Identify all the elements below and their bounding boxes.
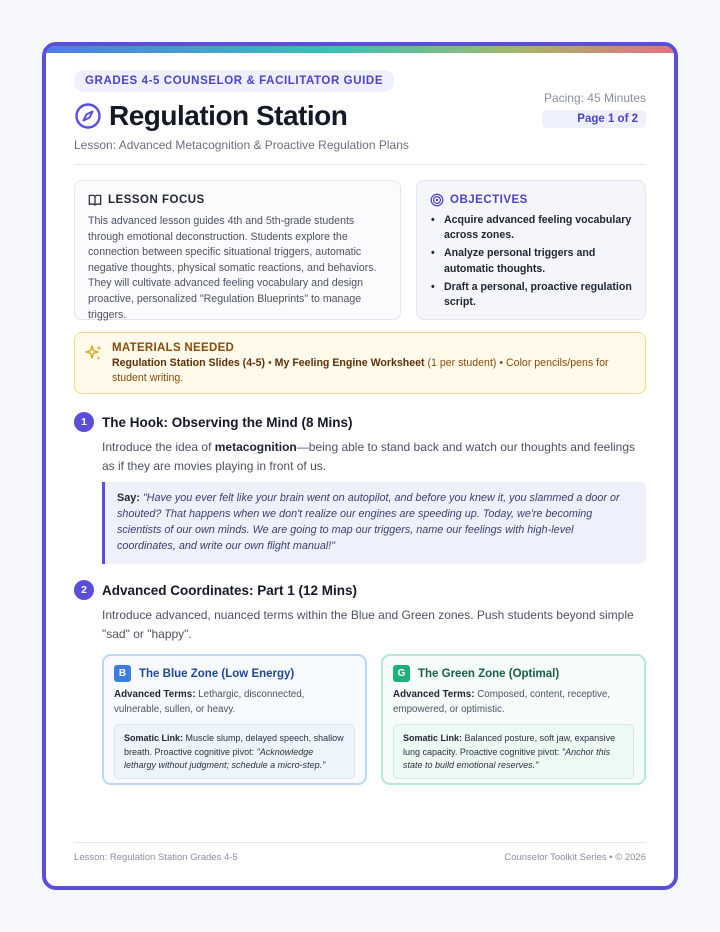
footer-lesson: Lesson: Regulation Station Grades 4-5 (74, 852, 238, 863)
section-1-intro: Introduce the idea of metacognition—being able to stand back and watch our thoughts and feelings as if they are movies playing in front of us. (102, 440, 635, 473)
say-label: Say: (117, 492, 140, 504)
materials-box (74, 332, 646, 394)
lesson-subtitle: Lesson: Advanced Metacognition & Proactive Regulation Plans (74, 138, 409, 152)
zone-cards (102, 654, 646, 785)
objective-item: • Analyze personal triggers and automatic thoughts. (430, 246, 632, 276)
lesson-page (42, 42, 678, 890)
blue-zone-card (102, 654, 367, 785)
section-number: 2 (74, 580, 94, 600)
page-footer (74, 842, 646, 863)
compass-icon (74, 102, 102, 130)
section-title: Advanced Coordinates: Part 1 (12 Mins) (102, 582, 358, 598)
footer-series: Counselor Toolkit Series • © 2026 (504, 852, 646, 863)
somatic-link-box: Somatic Link: Muscle slump, delayed speech, shallow breath. Proactive cognitive pivot: "Acknowledge lethargy without judgment; schedule a micro-step." (114, 724, 355, 779)
green-zone-card (381, 654, 646, 785)
copyright-icon: © (615, 852, 623, 863)
objectives-card (416, 180, 646, 320)
lesson-focus-text: This advanced lesson guides 4th and 5th-grade students through emotional deconstruction. Students explore the connection between specific situational triggers, automatic negative thoughts, physical somatic reactions, and behaviors. They will cultivate advanced feeling vocabulary and design proactive, personalized "Regulation Blueprints" to manage triggers. (88, 215, 377, 321)
page-content (74, 70, 646, 785)
page-indicator: Page 1 of 2 (542, 110, 646, 128)
book-icon (88, 193, 102, 207)
zone-terms: Advanced Terms: Lethargic, disconnected, vulnerable, sullen, or heavy. (114, 689, 305, 715)
pacing-label: Pacing: 45 Minutes (543, 91, 646, 105)
overview-cards (74, 180, 646, 320)
zone-badge: B (114, 665, 131, 682)
objective-item: • Draft a personal, proactive regulation script. (430, 280, 632, 310)
target-icon (430, 193, 444, 207)
grade-label: GRADES 4-5 COUNSELOR & FACILITATOR GUIDE (74, 70, 394, 92)
say-script-box (102, 482, 646, 564)
somatic-link-box: Somatic Link: Balanced posture, soft jaw, expansive lung capacity. Proactive cognitive pivot: "Anchor this state to build emotional reserves." (393, 724, 634, 779)
header-divider (74, 164, 646, 165)
zone-title: The Blue Zone (Low Energy) (139, 667, 295, 680)
section-number: 1 (74, 412, 94, 432)
materials-list: Regulation Station Slides (4-5) • My Feeling Engine Worksheet (1 per student) • Color pencils/pens for student writing. (112, 357, 609, 384)
sparkle-icon (85, 344, 103, 362)
section-2-intro: Introduce advanced, nuanced terms within the Blue and Green zones. Push students beyond simple "sad" or "happy". (102, 608, 634, 641)
lesson-focus-heading: LESSON FOCUS (88, 193, 387, 207)
zone-badge: G (393, 665, 410, 682)
section-2-heading (74, 580, 646, 600)
section-1-heading (74, 412, 646, 432)
section-title: The Hook: Observing the Mind (8 Mins) (102, 414, 353, 430)
objectives-heading: OBJECTIVES (430, 193, 632, 207)
objectives-list (430, 213, 632, 310)
page-title: Regulation Station (109, 100, 348, 131)
say-script: "Have you ever felt like your brain went on autopilot, and before you knew it, you slammed a door or shouted? That happens when we don't realize our engines are speeding up. Today, we're becoming scientists of our own minds. We are going to map our triggers, name our feelings with high-level coordinates, and write our own flight manual!" (117, 492, 620, 552)
zone-terms: Advanced Terms: Composed, content, receptive, empowered, or optimistic. (393, 689, 611, 715)
accent-bar (46, 46, 674, 53)
materials-heading: MATERIALS NEEDED (112, 342, 235, 354)
zone-title: The Green Zone (Optimal) (418, 667, 560, 680)
lesson-focus-card (74, 180, 401, 320)
objective-item: • Acquire advanced feeling vocabulary across zones. (430, 213, 632, 243)
